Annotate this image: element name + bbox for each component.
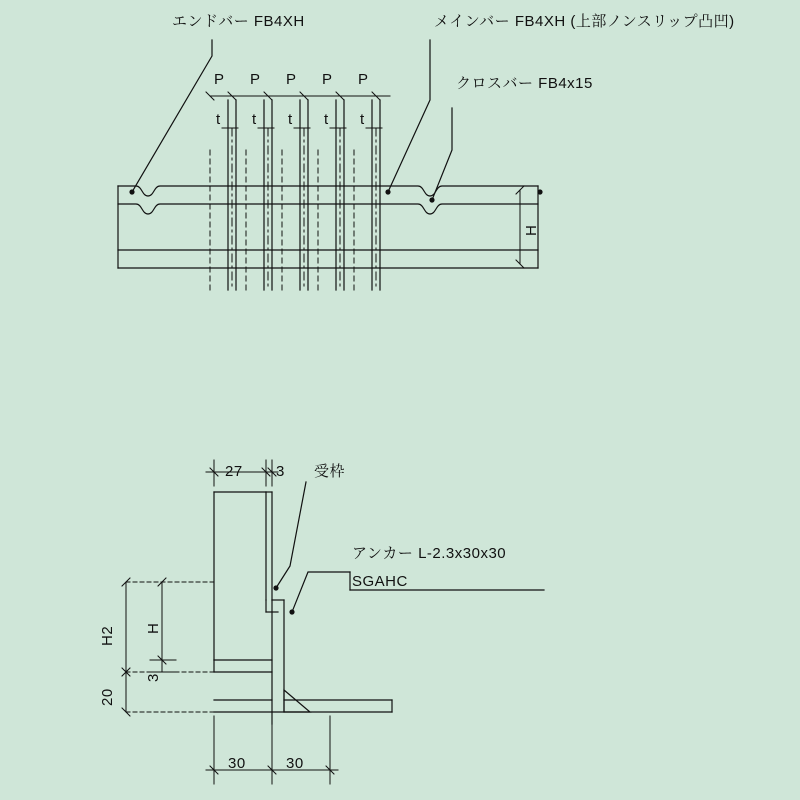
dim-20: 20 (99, 688, 116, 706)
dim-h2: H2 (99, 625, 116, 646)
callout-anchor: アンカー L-2.3x30x30 (352, 545, 507, 562)
thickness-label-2: t (252, 111, 257, 128)
callout-main-bar: メインバー FB4XH (上部ノンスリップ凸凹) (434, 13, 735, 30)
dim-30-left: 30 (228, 755, 246, 772)
callout-end-bar: エンドバー FB4XH (172, 13, 305, 30)
thickness-label-5: t (360, 111, 365, 128)
pitch-label-2: P (250, 71, 261, 88)
dim-27: 27 (225, 463, 243, 480)
dim-30-right: 30 (286, 755, 304, 772)
dim-3-top: 3 (276, 463, 285, 480)
dim-3-section: 3 (145, 673, 162, 682)
pitch-label-1: P (214, 71, 225, 88)
thickness-label-1: t (216, 111, 221, 128)
callout-material: SGAHC (352, 573, 408, 590)
height-label-h: H (523, 224, 540, 236)
callout-cross-bar: クロスバー FB4x15 (456, 75, 593, 92)
pitch-label-3: P (286, 71, 297, 88)
callout-frame: 受枠 (314, 463, 346, 480)
dim-h-section: H (145, 622, 162, 634)
pitch-label-5: P (358, 71, 369, 88)
thickness-label-3: t (288, 111, 293, 128)
thickness-label-4: t (324, 111, 329, 128)
pitch-label-4: P (322, 71, 333, 88)
